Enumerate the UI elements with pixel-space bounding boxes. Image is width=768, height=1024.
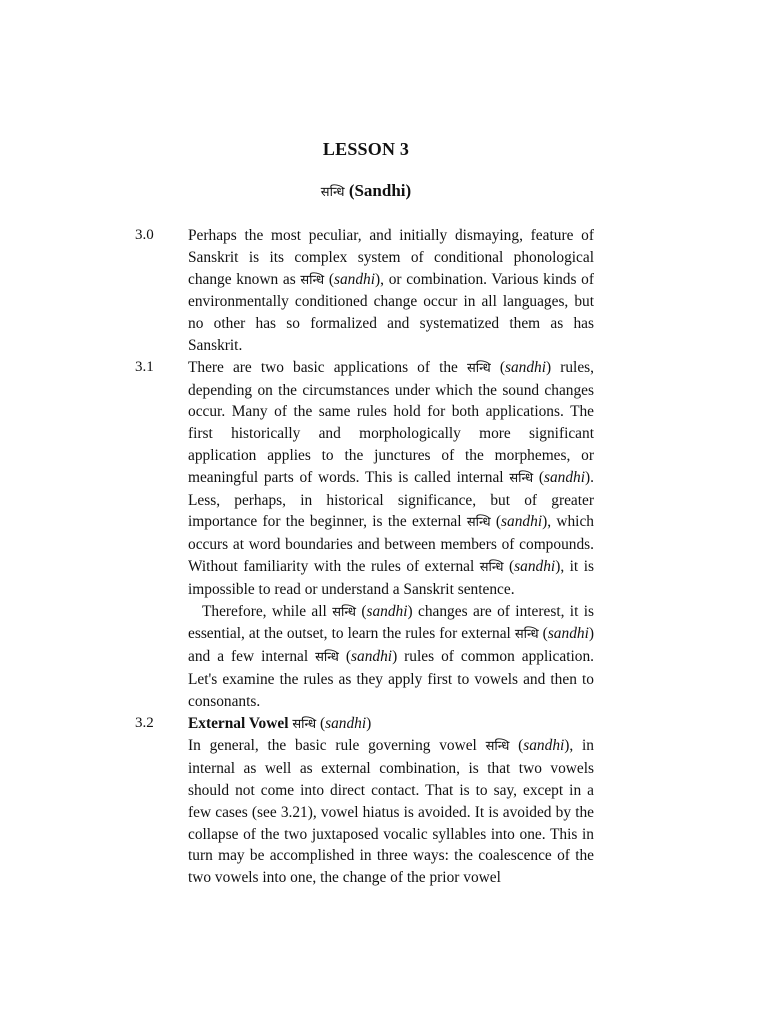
paragraph: Perhaps the most peculiar, and initially dismaying, feature of Sanskrit is its complex system of conditional phonological change known as सन्धि (sandhi), or combination. Various kinds of environmentally conditioned change occur in all languages, but no other has so formalized and systematized them as has Sanskrit. (188, 227, 594, 354)
devanagari-term: सन्धि (509, 470, 534, 486)
devanagari-term: सन्धि (514, 627, 539, 643)
paragraph: Therefore, while all सन्धि (sandhi) changes are of interest, it is essential, at the outset, to learn the rules for external सन्धि (sandhi) and a few internal सन्धि (sandhi) rules of common application. Let's examine the rules as they apply first to vowels and then to consonants. (188, 602, 594, 710)
devanagari-term: सन्धि (466, 360, 491, 376)
section-heading: External Vowel सन्धि (sandhi) (188, 714, 372, 732)
devanagari-term: सन्धि (300, 272, 325, 288)
lesson-title: LESSON 3 (322, 139, 410, 159)
devanagari-term: सन्धि (485, 739, 510, 755)
section-body (188, 357, 594, 713)
section-3-2 (0, 713, 768, 889)
paragraph: There are two basic applications of the सन्धि (sandhi) rules, depending on the circumstances under which the sound changes occur. Many of the same rules hold for both applications. The first historically and morphologically more significant application applies to the junctures of the morphemes, or meaningful parts of words. This is called internal सन्धि (sandhi). Less, perhaps, in historical significance, but of greater importance for the beginner, is the external सन्धि (sandhi), which occurs at word boundaries and between members of compounds. Without familiarity with the rules of external सन्धि (sandhi), it is impossible to read or understand a Sanskrit sentence. (188, 358, 594, 598)
section-3-1 (0, 357, 768, 713)
devanagari-term: सन्धि (332, 604, 356, 620)
subtitle-latin: (Sandhi) (348, 181, 412, 200)
section-number: 3.1 (135, 358, 154, 375)
section-body (188, 713, 594, 889)
section-3-0 (0, 225, 768, 357)
paragraph: In general, the basic rule governing vowel सन्धि (sandhi), in internal as well as external combination, is that two vowels should not come into direct contact. That is to say, except in a few cases (see 3.21), vowel hiatus is avoided. It is avoided by the collapse of the two juxtaposed vocalic syllables into one. This in turn may be accomplished in three ways: the coalescence of the two vowels into one, the change of the prior vowel (188, 737, 594, 887)
subtitle-devanagari: सन्धि (320, 185, 345, 200)
devanagari-term: सन्धि (315, 650, 339, 666)
section-number: 3.2 (135, 714, 154, 731)
section-body (188, 225, 594, 357)
devanagari-term: सन्धि (479, 559, 504, 575)
devanagari-term: सन्धि (292, 716, 317, 732)
devanagari-term: सन्धि (466, 515, 491, 531)
lesson-body (0, 225, 768, 889)
section-number: 3.0 (135, 227, 154, 243)
lesson-subtitle (0, 181, 732, 201)
